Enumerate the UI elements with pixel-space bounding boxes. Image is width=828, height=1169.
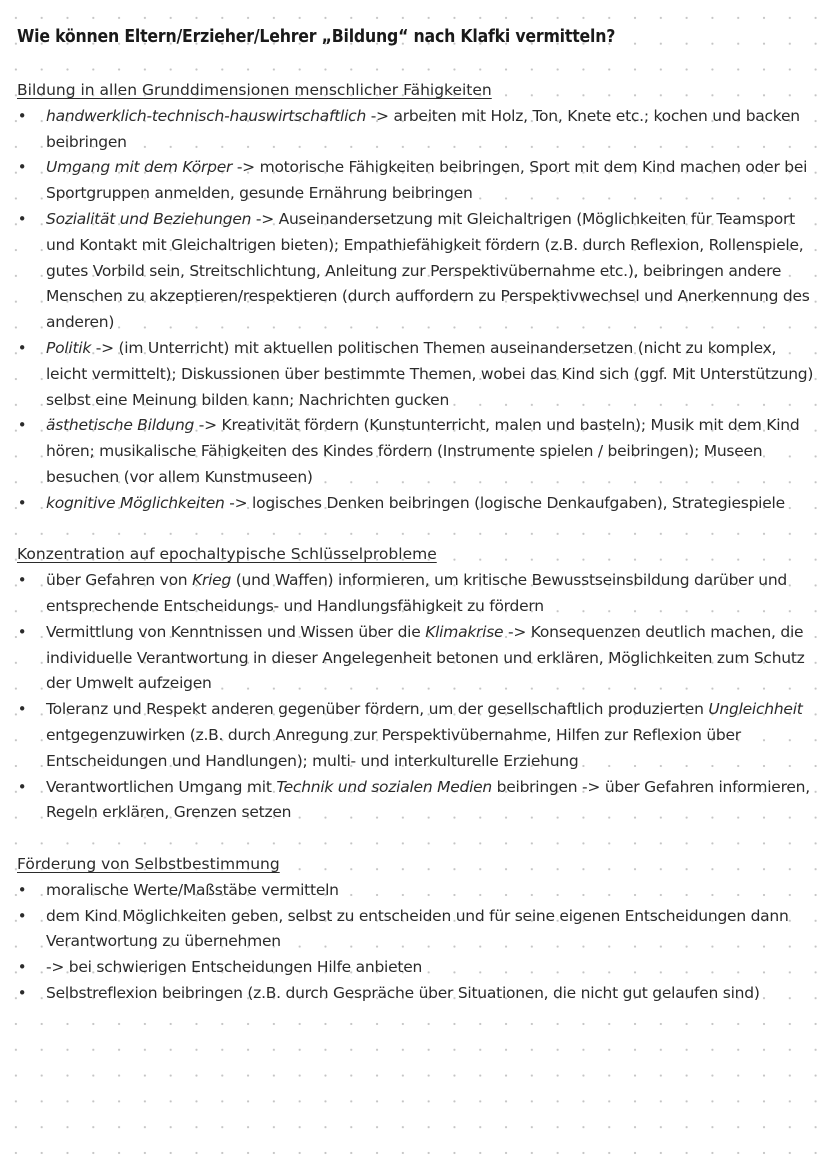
bullet-icon: •: [17, 700, 27, 719]
section-schluesselprobleme: [17, 542, 817, 826]
bullet-list: [17, 568, 817, 826]
list-item: • Politik -> (im Unterricht) mit aktuellen politischen Themen auseinandersetzen (nicht zu komplex, leicht vermittelt); Diskussionen über bestimmte Themen, wobei das Kind sich (ggf. Mit Unterstützung) selbst eine Meinung bilden kann; Nachrichten gucken: [17, 336, 817, 413]
bullet-icon: •: [17, 158, 27, 177]
bullet-icon: •: [17, 209, 27, 228]
section-selbstbestimmung: [17, 852, 817, 1007]
bullet-icon: •: [17, 958, 27, 977]
section-grunddimensionen: [17, 78, 817, 517]
list-item: • dem Kind Möglichkeiten geben, selbst zu entscheiden und für seine eigenen Entscheidungen dann Verantwortung zu übernehmen: [17, 904, 817, 956]
bullet-icon: •: [17, 622, 27, 641]
section-heading: Förderung von Selbstbestimmung: [17, 854, 280, 873]
bullet-icon: •: [17, 416, 27, 435]
list-item: • ästhetische Bildung -> Kreativität fördern (Kunstunterricht, malen und basteln); Musik mit dem Kind hören; musikalische Fähigkeiten des Kindes fördern (Instrumente spielen / beibringen); Museen besuchen (vor allem Kunstmuseen): [17, 413, 817, 490]
page-title: Wie können Eltern/Erzieher/Lehrer „Bildung“ nach Klafki vermitteln?: [17, 27, 616, 47]
list-item: • Sozialität und Beziehungen -> Auseinandersetzung mit Gleichaltrigen (Möglichkeiten für Teamsport und Kontakt mit Gleichaltrigen bieten); Empathiefähigkeit fördern (z.B. durch Reflexion, Rollenspiele, gutes Vorbild sein, Streitschlichtung, Anleitung zur Perspektivübernahme etc.), beibringen andere Menschen zu akzeptieren/respektieren (durch auffordern zu Perspektivwechsel und Anerkennung des anderen): [17, 207, 817, 336]
bullet-icon: •: [17, 338, 27, 357]
list-item: • Toleranz und Respekt anderen gegenüber fördern, um der gesellschaftlich produzierten Ungleichheit entgegenzuwirken (z.B. durch Anregung zur Perspektivübernahme, Hilfen zur Reflexion über Entscheidungen und Handlungen); multi- und interkulturelle Erziehung: [17, 697, 817, 774]
notes-page: [17, 22, 817, 1032]
section-heading: Konzentration auf epochaltypische Schlüsselprobleme: [17, 545, 437, 564]
list-item: • Vermittlung von Kenntnissen und Wissen über die Klimakrise -> Konsequenzen deutlich machen, die individuelle Verantwortung in dieser Angelegenheit betonen und erklären, Möglichkeiten zum Schutz der Umwelt aufzeigen: [17, 620, 817, 697]
bullet-icon: •: [17, 106, 27, 125]
list-item: • Verantwortlichen Umgang mit Technik und sozialen Medien beibringen -> über Gefahren informieren, Regeln erklären, Grenzen setzen: [17, 775, 817, 827]
bullet-icon: •: [17, 880, 27, 899]
bullet-list: [17, 878, 817, 1007]
bullet-icon: •: [17, 493, 27, 512]
bullet-icon: •: [17, 571, 27, 590]
list-item: • über Gefahren von Krieg (und Waffen) informieren, um kritische Bewusstseinsbildung darüber und entsprechende Entscheidungs- und Handlungsfähigkeit zu fördern: [17, 568, 817, 620]
list-item: • Umgang mit dem Körper -> motorische Fähigkeiten beibringen, Sport mit dem Kind machen oder bei Sportgruppen anmelden, gesunde Ernährung beibringen: [17, 155, 817, 207]
list-item: • Selbstreflexion beibringen (z.B. durch Gespräche über Situationen, die nicht gut gelaufen sind): [17, 981, 817, 1007]
bullet-icon: •: [17, 906, 27, 925]
list-item: • -> bei schwierigen Entscheidungen Hilfe anbieten: [17, 955, 817, 981]
bullet-icon: •: [17, 777, 27, 796]
section-heading: Bildung in allen Grunddimensionen menschlicher Fähigkeiten: [17, 81, 492, 99]
bullet-list: [17, 104, 817, 517]
list-item: • moralische Werte/Maßstäbe vermitteln: [17, 878, 817, 904]
bullet-icon: •: [17, 983, 27, 1002]
list-item: • kognitive Möglichkeiten -> logisches Denken beibringen (logische Denkaufgaben), Strategiespiele: [17, 491, 817, 517]
list-item: • handwerklich-technisch-hauswirtschaftlich -> arbeiten mit Holz, Ton, Knete etc.; kochen und backen beibringen: [17, 104, 817, 156]
